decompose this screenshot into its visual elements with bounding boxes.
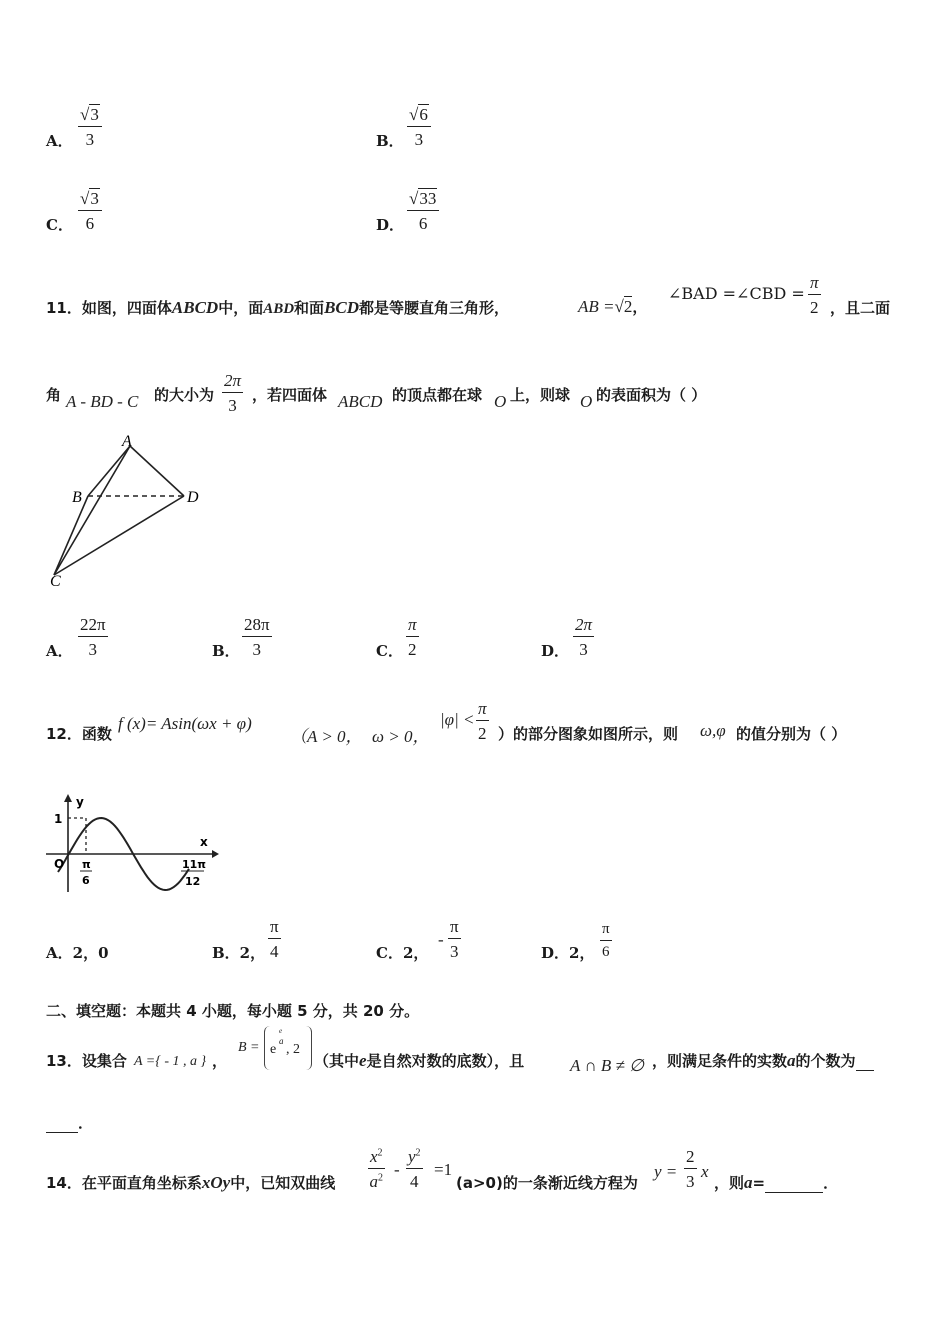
- q11-line2: 角: [46, 386, 62, 404]
- sine-graph-figure: [44, 792, 219, 897]
- option-d-label: D．: [376, 216, 405, 234]
- q11-option-c-label: C．: [376, 642, 403, 660]
- option-c-value: $\frac{√3}{6}$: [78, 190, 102, 232]
- q11-option-d-label: D．: [541, 642, 570, 660]
- graph-pi6-num: π: [82, 858, 91, 871]
- option-c-label: C．: [46, 216, 73, 234]
- q12-option-a: A．2，0: [46, 944, 109, 962]
- q12-option-c-value: $\frac{\pi}{3}$: [450, 917, 459, 961]
- q11-abcd2: ABCD: [338, 392, 383, 411]
- q11-option-a-label: A．: [46, 642, 73, 660]
- q11-option-b-label: B．: [212, 642, 240, 660]
- option-b-label: B．: [376, 132, 404, 150]
- q12-abs-phi: |φ| <: [440, 710, 475, 729]
- q13-set-b-supsup: e: [279, 1027, 283, 1035]
- tetrahedron-figure: [40, 430, 220, 590]
- q12-option-d-value: $\frac{\pi}{6}$: [602, 921, 610, 960]
- q14-eq1: =1: [434, 1160, 453, 1179]
- section-2-title: 二、填空题：本题共 4 小题，每小题 5 分，共 20 分。: [46, 1002, 420, 1020]
- q11-t8: ，若四面体: [252, 386, 328, 404]
- q12-cond1: （A > 0，: [290, 727, 363, 746]
- q11-o1: O: [494, 392, 507, 411]
- q13-set-b-e: e: [270, 1042, 277, 1057]
- q13-intersect: A ∩ B ≠ ∅: [570, 1056, 644, 1075]
- fig-label-d: D: [187, 489, 199, 506]
- q13-intro: 13．设集合: [46, 1052, 127, 1070]
- q14-y-frac: $\frac{y^2}{4}$: [408, 1147, 421, 1191]
- q13-comma: ，: [212, 1052, 228, 1070]
- q11-angle-frac: $\frac{\pi}{2}$: [810, 273, 819, 317]
- q14-end: ，则a= ．: [714, 1173, 839, 1192]
- graph-end-num: 11π: [182, 858, 207, 871]
- q14-x: x: [701, 1162, 709, 1181]
- q11-t11: 的表面积为（ ）: [596, 386, 707, 404]
- q11-angle-value: $\frac{2\pi}{3}$: [224, 371, 242, 415]
- q12-vars: ω,φ: [700, 721, 726, 740]
- q13-answer-blank-1[interactable]: [856, 1052, 874, 1071]
- q13-set-b-sup: a: [279, 1036, 284, 1046]
- fig-label-b: B: [72, 489, 82, 506]
- q13-line2: ．: [46, 1112, 93, 1133]
- option-d-value: $\frac{√33}{6}$: [407, 190, 439, 232]
- q13-set-a: A ={ - 1 , a }: [134, 1054, 207, 1069]
- q11-t9: 的顶点都在球: [392, 386, 483, 404]
- q11-angle-eq: ∠BAD =∠CBD =: [668, 284, 805, 303]
- fig-label-a: A: [122, 433, 132, 450]
- q13-answer-blank-2[interactable]: [46, 1114, 78, 1133]
- fig-label-c: C: [50, 573, 61, 590]
- q13-set-b-prefix: B =: [238, 1040, 260, 1055]
- graph-pi6-den: 6: [82, 874, 90, 887]
- q12-option-b-label: B．2，: [212, 944, 266, 962]
- graph-one-label: 1: [54, 812, 63, 826]
- q12-option-b-value: $\frac{\pi}{4}$: [270, 917, 279, 961]
- q14-intro: 14．在平面直角坐标系xOy中，已知双曲线: [46, 1173, 336, 1192]
- q11-line1-end: ，且二面: [830, 299, 891, 317]
- q13-t2: （其中e是自然对数的底数），且: [314, 1051, 525, 1070]
- graph-end-den: 12: [185, 875, 201, 888]
- q12-option-d-label: D．2，: [541, 944, 595, 962]
- q11-ab-eq: AB =√2，: [578, 297, 648, 316]
- q14-answer-blank[interactable]: [765, 1174, 823, 1193]
- q13-t4: ，则满足条件的实数a的个数为: [652, 1050, 874, 1071]
- q12-phi-bound: $\frac{\pi}{2}$: [478, 699, 487, 743]
- q14-y-eq: y =: [654, 1162, 678, 1181]
- graph-x-label: x: [200, 835, 208, 849]
- q11-option-b-value: $\frac{28\pi}{3}$: [244, 615, 270, 659]
- q14-cond-text: (a>0)的一条渐近线方程为: [456, 1174, 638, 1192]
- q13-set-b-rest: , 2: [286, 1042, 300, 1057]
- option-a-label: A．: [46, 132, 73, 150]
- q11-option-c-value: $\frac{\pi}{2}$: [408, 615, 417, 659]
- q12-t2: ）的部分图象如图所示，则: [498, 725, 679, 743]
- q14-x-frac: $\frac{x^2}{a^2}$: [369, 1147, 384, 1191]
- q14-slope: $\frac{2}{3}$: [686, 1147, 695, 1191]
- option-b-value: $\frac{√6}{3}$: [407, 106, 431, 148]
- graph-y-label: y: [76, 795, 84, 809]
- q11-t7: 的大小为: [154, 386, 215, 404]
- graph-origin-label: O: [54, 857, 65, 871]
- q11-option-d-value: $\frac{2\pi}{3}$: [575, 615, 593, 659]
- q12-t3: 的值分别为（ ）: [736, 725, 847, 743]
- q12-cond2: ω > 0，: [372, 727, 430, 746]
- q12-option-c-sign: -: [438, 930, 444, 949]
- q12-option-c-label: C．2，: [376, 944, 429, 962]
- option-a-value: $\frac{√3}{3}$: [78, 106, 102, 148]
- q11-dihedral: A - BD - C: [66, 392, 139, 411]
- q11-o2: O: [580, 392, 593, 411]
- q11-option-a-value: $\frac{22\pi}{3}$: [80, 615, 106, 659]
- q14-minus: -: [394, 1160, 400, 1179]
- q12-function: f (x)= Asin(ωx + φ): [118, 714, 252, 733]
- q11-line1: 11．如图，四面体ABCD中，面ABD和面BCD都是等腰直角三角形，: [46, 298, 510, 317]
- q11-t10: 上，则球: [510, 386, 571, 404]
- q12-number: 12．函数: [46, 725, 112, 743]
